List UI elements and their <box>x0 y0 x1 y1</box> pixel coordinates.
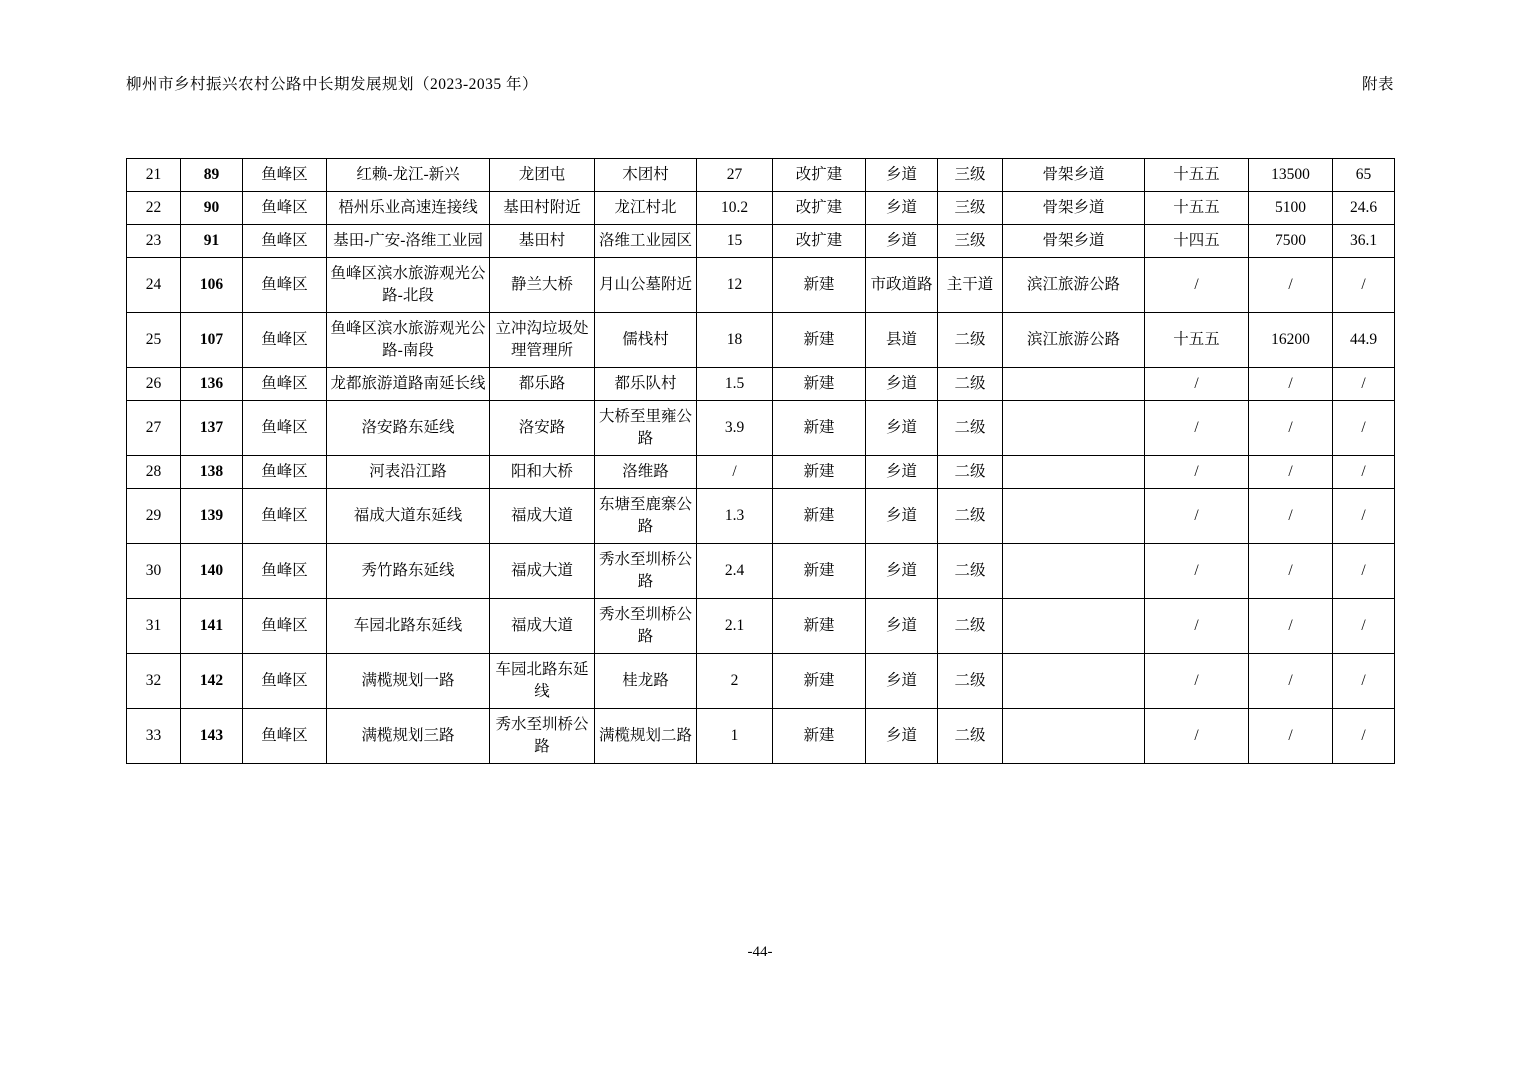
cell-road-class: 乡道 <box>866 456 938 489</box>
cell-network <box>1003 401 1145 456</box>
cell-seq: 32 <box>127 654 181 709</box>
cell-district: 鱼峰区 <box>243 654 327 709</box>
cell-seq: 22 <box>127 192 181 225</box>
cell-road-class: 乡道 <box>866 401 938 456</box>
cell-start-point: 基田村 <box>490 225 595 258</box>
cell-tech-grade: 二级 <box>938 456 1003 489</box>
cell-end-point: 秀水至圳桥公路 <box>595 544 697 599</box>
cell-start-point: 都乐路 <box>490 368 595 401</box>
cell-period: / <box>1145 654 1249 709</box>
cell-network: 骨架乡道 <box>1003 192 1145 225</box>
cell-length: 27 <box>697 159 773 192</box>
cell-investment: / <box>1249 489 1333 544</box>
cell-end-point: 东塘至鹿寨公路 <box>595 489 697 544</box>
cell-start-point: 阳和大桥 <box>490 456 595 489</box>
cell-start-point: 福成大道 <box>490 489 595 544</box>
cell-district: 鱼峰区 <box>243 192 327 225</box>
cell-end-point: 龙江村北 <box>595 192 697 225</box>
table-row <box>127 225 1395 258</box>
cell-period: / <box>1145 368 1249 401</box>
cell-subsidy: / <box>1333 368 1395 401</box>
cell-tech-grade: 二级 <box>938 544 1003 599</box>
cell-build-type: 改扩建 <box>773 192 866 225</box>
cell-road-class: 乡道 <box>866 368 938 401</box>
cell-seq: 29 <box>127 489 181 544</box>
cell-length: 10.2 <box>697 192 773 225</box>
cell-network: 滨江旅游公路 <box>1003 258 1145 313</box>
cell-code: 136 <box>181 368 243 401</box>
cell-start-point: 秀水至圳桥公路 <box>490 709 595 764</box>
cell-period: 十五五 <box>1145 159 1249 192</box>
cell-tech-grade: 二级 <box>938 313 1003 368</box>
cell-project-name: 车园北路东延线 <box>327 599 490 654</box>
table-row <box>127 192 1395 225</box>
cell-code: 138 <box>181 456 243 489</box>
cell-subsidy: / <box>1333 599 1395 654</box>
cell-start-point: 洛安路 <box>490 401 595 456</box>
cell-investment: / <box>1249 401 1333 456</box>
cell-end-point: 桂龙路 <box>595 654 697 709</box>
cell-network <box>1003 599 1145 654</box>
cell-code: 106 <box>181 258 243 313</box>
cell-subsidy: / <box>1333 654 1395 709</box>
table-row <box>127 456 1395 489</box>
cell-build-type: 新建 <box>773 489 866 544</box>
cell-project-name: 红赖-龙江-新兴 <box>327 159 490 192</box>
cell-build-type: 新建 <box>773 709 866 764</box>
cell-length: 1 <box>697 709 773 764</box>
cell-subsidy: 44.9 <box>1333 313 1395 368</box>
cell-investment: / <box>1249 544 1333 599</box>
page-header <box>126 72 1394 94</box>
cell-district: 鱼峰区 <box>243 368 327 401</box>
cell-tech-grade: 二级 <box>938 709 1003 764</box>
cell-project-name: 河表沿江路 <box>327 456 490 489</box>
cell-project-name: 秀竹路东延线 <box>327 544 490 599</box>
cell-build-type: 改扩建 <box>773 159 866 192</box>
cell-period: 十五五 <box>1145 192 1249 225</box>
cell-project-name: 满榄规划一路 <box>327 654 490 709</box>
cell-build-type: 新建 <box>773 258 866 313</box>
cell-seq: 21 <box>127 159 181 192</box>
cell-tech-grade: 三级 <box>938 192 1003 225</box>
cell-subsidy: 24.6 <box>1333 192 1395 225</box>
cell-start-point: 立冲沟垃圾处理管理所 <box>490 313 595 368</box>
cell-tech-grade: 二级 <box>938 599 1003 654</box>
cell-period: / <box>1145 544 1249 599</box>
cell-code: 140 <box>181 544 243 599</box>
cell-build-type: 新建 <box>773 599 866 654</box>
cell-district: 鱼峰区 <box>243 544 327 599</box>
cell-start-point: 龙团屯 <box>490 159 595 192</box>
cell-tech-grade: 二级 <box>938 368 1003 401</box>
cell-seq: 33 <box>127 709 181 764</box>
cell-code: 142 <box>181 654 243 709</box>
cell-road-class: 乡道 <box>866 709 938 764</box>
cell-road-class: 市政道路 <box>866 258 938 313</box>
cell-length: 15 <box>697 225 773 258</box>
cell-project-name: 龙都旅游道路南延长线 <box>327 368 490 401</box>
cell-road-class: 乡道 <box>866 192 938 225</box>
cell-network: 骨架乡道 <box>1003 159 1145 192</box>
cell-length: 2 <box>697 654 773 709</box>
cell-network: 骨架乡道 <box>1003 225 1145 258</box>
cell-end-point: 秀水至圳桥公路 <box>595 599 697 654</box>
cell-length: / <box>697 456 773 489</box>
table-row <box>127 489 1395 544</box>
cell-district: 鱼峰区 <box>243 489 327 544</box>
cell-investment: / <box>1249 258 1333 313</box>
cell-tech-grade: 三级 <box>938 159 1003 192</box>
cell-end-point: 月山公墓附近 <box>595 258 697 313</box>
cell-code: 137 <box>181 401 243 456</box>
cell-subsidy: / <box>1333 456 1395 489</box>
cell-investment: 7500 <box>1249 225 1333 258</box>
cell-investment: / <box>1249 599 1333 654</box>
cell-network <box>1003 368 1145 401</box>
cell-road-class: 乡道 <box>866 654 938 709</box>
cell-code: 143 <box>181 709 243 764</box>
header-title: 柳州市乡村振兴农村公路中长期发展规划（2023-2035 年） <box>126 76 539 93</box>
cell-subsidy: 65 <box>1333 159 1395 192</box>
cell-investment: 5100 <box>1249 192 1333 225</box>
cell-district: 鱼峰区 <box>243 225 327 258</box>
cell-code: 91 <box>181 225 243 258</box>
cell-period: / <box>1145 709 1249 764</box>
cell-district: 鱼峰区 <box>243 401 327 456</box>
cell-start-point: 基田村附近 <box>490 192 595 225</box>
header-appendix-label: 附表 <box>1361 76 1394 93</box>
cell-period: / <box>1145 456 1249 489</box>
cell-network <box>1003 654 1145 709</box>
cell-build-type: 新建 <box>773 544 866 599</box>
cell-code: 141 <box>181 599 243 654</box>
cell-district: 鱼峰区 <box>243 313 327 368</box>
cell-network <box>1003 489 1145 544</box>
cell-start-point: 车园北路东延线 <box>490 654 595 709</box>
cell-length: 1.3 <box>697 489 773 544</box>
cell-start-point: 静兰大桥 <box>490 258 595 313</box>
cell-seq: 27 <box>127 401 181 456</box>
cell-length: 12 <box>697 258 773 313</box>
cell-end-point: 洛维工业园区 <box>595 225 697 258</box>
cell-code: 90 <box>181 192 243 225</box>
cell-length: 3.9 <box>697 401 773 456</box>
road-project-table <box>126 158 1395 764</box>
cell-subsidy: / <box>1333 258 1395 313</box>
cell-end-point: 满榄规划二路 <box>595 709 697 764</box>
table-row <box>127 709 1395 764</box>
cell-tech-grade: 三级 <box>938 225 1003 258</box>
table-body <box>127 159 1395 764</box>
cell-project-name: 福成大道东延线 <box>327 489 490 544</box>
cell-subsidy: / <box>1333 544 1395 599</box>
cell-investment: / <box>1249 654 1333 709</box>
cell-seq: 23 <box>127 225 181 258</box>
table-row <box>127 544 1395 599</box>
cell-road-class: 乡道 <box>866 159 938 192</box>
cell-seq: 30 <box>127 544 181 599</box>
cell-road-class: 乡道 <box>866 544 938 599</box>
cell-project-name: 满榄规划三路 <box>327 709 490 764</box>
cell-project-name: 梧州乐业高速连接线 <box>327 192 490 225</box>
cell-tech-grade: 二级 <box>938 401 1003 456</box>
cell-seq: 24 <box>127 258 181 313</box>
cell-build-type: 新建 <box>773 654 866 709</box>
cell-build-type: 新建 <box>773 368 866 401</box>
cell-length: 2.1 <box>697 599 773 654</box>
table-row <box>127 368 1395 401</box>
cell-district: 鱼峰区 <box>243 159 327 192</box>
cell-start-point: 福成大道 <box>490 544 595 599</box>
cell-project-name: 洛安路东延线 <box>327 401 490 456</box>
cell-district: 鱼峰区 <box>243 258 327 313</box>
cell-end-point: 木团村 <box>595 159 697 192</box>
cell-end-point: 大桥至里雍公路 <box>595 401 697 456</box>
cell-period: 十五五 <box>1145 313 1249 368</box>
cell-build-type: 新建 <box>773 401 866 456</box>
cell-subsidy: / <box>1333 401 1395 456</box>
cell-road-class: 乡道 <box>866 225 938 258</box>
cell-network <box>1003 544 1145 599</box>
cell-investment: 13500 <box>1249 159 1333 192</box>
cell-investment: / <box>1249 456 1333 489</box>
cell-project-name: 基田-广安-洛维工业园 <box>327 225 490 258</box>
cell-seq: 31 <box>127 599 181 654</box>
table-row <box>127 599 1395 654</box>
cell-district: 鱼峰区 <box>243 456 327 489</box>
cell-road-class: 县道 <box>866 313 938 368</box>
cell-road-class: 乡道 <box>866 599 938 654</box>
cell-length: 2.4 <box>697 544 773 599</box>
cell-code: 107 <box>181 313 243 368</box>
cell-end-point: 儒栈村 <box>595 313 697 368</box>
table-row <box>127 401 1395 456</box>
table-row <box>127 313 1395 368</box>
cell-subsidy: / <box>1333 489 1395 544</box>
cell-start-point: 福成大道 <box>490 599 595 654</box>
cell-end-point: 都乐队村 <box>595 368 697 401</box>
cell-investment: / <box>1249 368 1333 401</box>
cell-network: 滨江旅游公路 <box>1003 313 1145 368</box>
cell-code: 89 <box>181 159 243 192</box>
cell-seq: 25 <box>127 313 181 368</box>
cell-build-type: 新建 <box>773 456 866 489</box>
cell-investment: 16200 <box>1249 313 1333 368</box>
cell-period: 十四五 <box>1145 225 1249 258</box>
table-row <box>127 654 1395 709</box>
table-row <box>127 159 1395 192</box>
cell-period: / <box>1145 599 1249 654</box>
cell-project-name: 鱼峰区滨水旅游观光公路-北段 <box>327 258 490 313</box>
cell-district: 鱼峰区 <box>243 709 327 764</box>
table-row <box>127 258 1395 313</box>
cell-period: / <box>1145 401 1249 456</box>
cell-investment: / <box>1249 709 1333 764</box>
cell-tech-grade: 二级 <box>938 654 1003 709</box>
cell-road-class: 乡道 <box>866 489 938 544</box>
cell-seq: 26 <box>127 368 181 401</box>
cell-subsidy: 36.1 <box>1333 225 1395 258</box>
cell-subsidy: / <box>1333 709 1395 764</box>
cell-period: / <box>1145 258 1249 313</box>
cell-length: 18 <box>697 313 773 368</box>
cell-end-point: 洛维路 <box>595 456 697 489</box>
cell-project-name: 鱼峰区滨水旅游观光公路-南段 <box>327 313 490 368</box>
cell-code: 139 <box>181 489 243 544</box>
cell-tech-grade: 主干道 <box>938 258 1003 313</box>
cell-seq: 28 <box>127 456 181 489</box>
cell-period: / <box>1145 489 1249 544</box>
cell-build-type: 新建 <box>773 313 866 368</box>
cell-network <box>1003 709 1145 764</box>
cell-length: 1.5 <box>697 368 773 401</box>
cell-tech-grade: 二级 <box>938 489 1003 544</box>
cell-build-type: 改扩建 <box>773 225 866 258</box>
cell-district: 鱼峰区 <box>243 599 327 654</box>
cell-network <box>1003 456 1145 489</box>
page-number: -44- <box>747 944 773 960</box>
